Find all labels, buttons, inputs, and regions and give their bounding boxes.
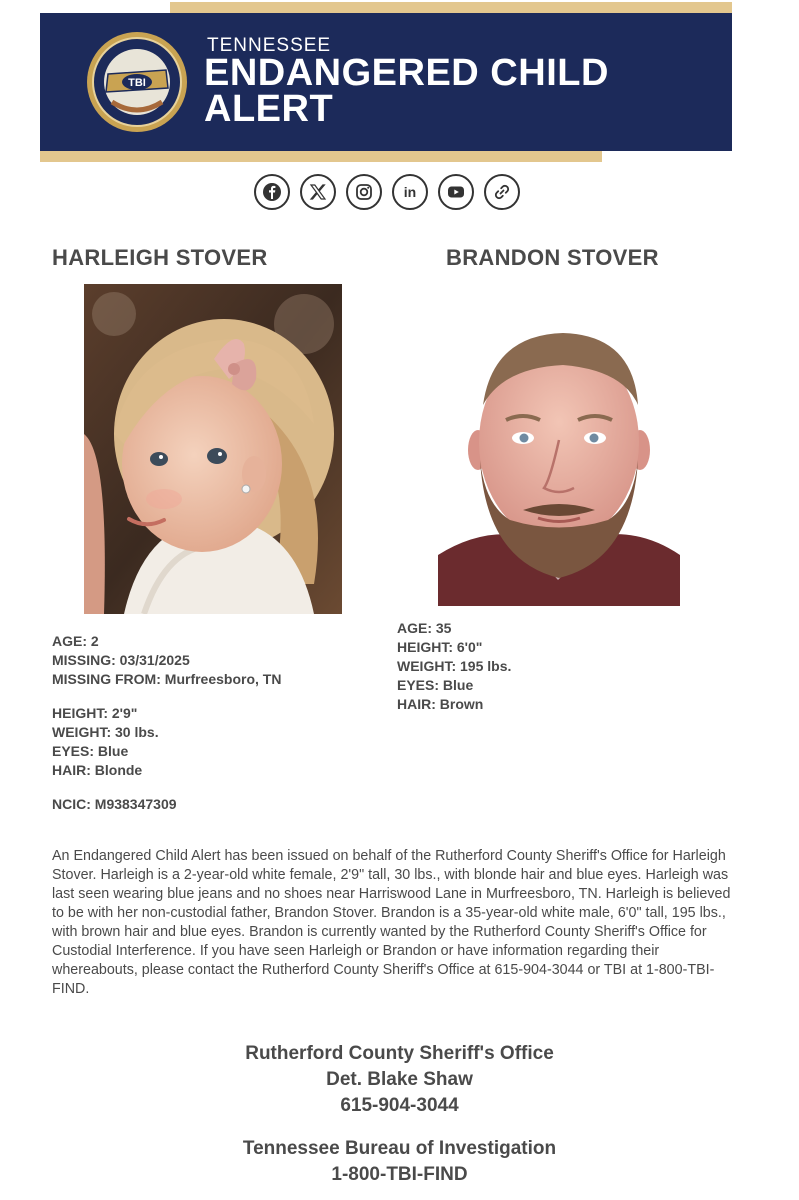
brandon-name: BRANDON STOVER [446, 245, 659, 270]
contact-phone-sheriff[interactable]: 615-904-3044 [340, 1095, 459, 1116]
brandon-weight: WEIGHT: 195 lbs. [397, 658, 512, 674]
banner-title-line1: ENDANGERED CHILD [204, 52, 609, 94]
contact-phone-tbi[interactable]: 1-800-TBI-FIND [331, 1164, 468, 1185]
brandon-hair: HAIR: Brown [397, 696, 484, 712]
linkedin-icon[interactable] [392, 174, 428, 210]
tbi-seal-logo [82, 30, 192, 134]
link-icon[interactable] [484, 174, 520, 210]
svg-text:in: in [403, 184, 417, 200]
contact-detective: Det. Blake Shaw [326, 1069, 473, 1090]
contact-agency-sheriff: Rutherford County Sheriff's Office [245, 1043, 554, 1064]
banner-gold-stripe-bottom [40, 151, 602, 162]
harleigh-name: HARLEIGH STOVER [52, 245, 268, 270]
brandon-details [397, 619, 511, 714]
harleigh-hair: HAIR: Blonde [52, 762, 143, 778]
harleigh-details-physical [52, 704, 159, 780]
harleigh-details-primary [52, 632, 281, 689]
facebook-icon[interactable] [254, 174, 290, 210]
harleigh-photo [84, 284, 342, 614]
brandon-age: AGE: 35 [397, 620, 452, 636]
x-icon[interactable] [300, 174, 336, 210]
instagram-icon[interactable] [346, 174, 382, 210]
harleigh-age: AGE: 2 [52, 633, 99, 649]
social-links [254, 174, 520, 210]
svg-text:TBI: TBI [128, 77, 146, 89]
harleigh-ncic: NCIC: M938347309 [52, 796, 177, 812]
youtube-icon[interactable] [438, 174, 474, 210]
contact-agency-tbi: Tennessee Bureau of Investigation [242, 1138, 557, 1159]
brandon-eyes: EYES: Blue [397, 677, 474, 693]
brandon-height: HEIGHT: 6'0" [397, 639, 483, 655]
banner-title-line2: ALERT [204, 88, 334, 130]
harleigh-missing-date: MISSING: 03/31/2025 [52, 652, 190, 668]
harleigh-missing-from: MISSING FROM: Murfreesboro, TN [52, 671, 282, 687]
banner-title [204, 52, 609, 130]
harleigh-eyes: EYES: Blue [52, 743, 129, 759]
alert-description: An Endangered Child Alert has been issued on behalf of the Rutherford County Sheriff's Office for Harleigh Stover. Harleigh is a 2-year-old white female, 2'9" tall, 30 lbs., with blonde hair and blue eyes. Harleigh was last seen wearing blue jeans and no shoes near Harriswood Lane in Murfreesboro, TN. Harleigh is believed to be with her non-custodial father, Brandon Stover. Brandon is a 35-year-old white male, 6'0" tall, 195 lbs., with brown hair and blue eyes. Brandon is currently wanted by the Rutherford County Sheriff's Office for Custodial Interference. If you have seen Harleigh or Brandon or have information regarding their whereabouts, please contact the Rutherford County Sheriff's Office at 615-904-3044 or TBI at 1-800-TBI-FIND. [52, 848, 731, 997]
harleigh-height: HEIGHT: 2'9" [52, 705, 138, 721]
banner-subtitle: TENNESSEE [207, 35, 332, 56]
harleigh-weight: WEIGHT: 30 lbs. [52, 724, 159, 740]
brandon-photo [438, 330, 680, 606]
